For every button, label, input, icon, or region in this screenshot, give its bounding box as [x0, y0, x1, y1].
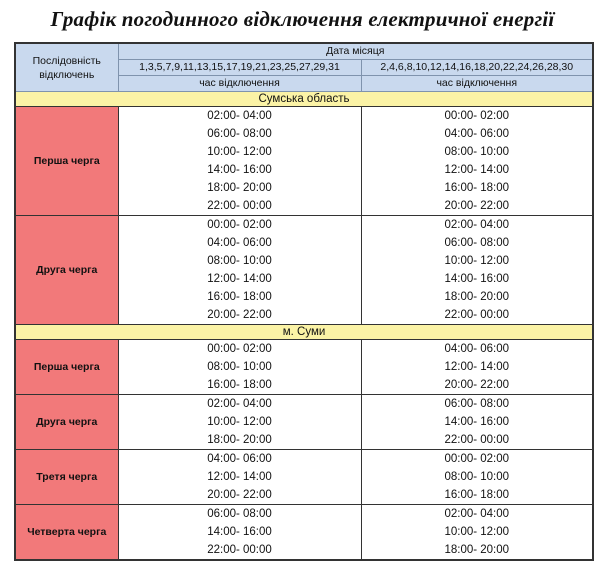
time-slot-odd: 08:00- 10:00: [118, 252, 361, 270]
region-row: [15, 92, 593, 107]
time-slot-even: 06:00- 08:00: [444, 237, 510, 249]
region-name: м. Суми: [15, 325, 593, 340]
time-slot-even: 04:00- 06:00: [444, 128, 510, 140]
region-row: [15, 325, 593, 340]
time-slot-even: 14:00- 16:00: [444, 416, 510, 428]
time-slot-odd: 16:00- 18:00: [118, 288, 361, 306]
time-slot-even: 20:00- 22:00: [361, 197, 593, 216]
time-slot-odd: 00:00- 02:00: [118, 216, 361, 235]
time-slot-odd: 04:00- 06:00: [118, 234, 361, 252]
time-slot-odd: 12:00- 14:00: [118, 270, 361, 288]
time-header-even: час відключення: [361, 76, 593, 92]
region-name: Сумська область: [15, 92, 593, 107]
time-slot-odd: 20:00- 22:00: [118, 486, 361, 505]
time-slot-odd: 06:00- 08:00: [118, 125, 361, 143]
time-slot-odd: 10:00- 12:00: [118, 143, 361, 161]
table-row: [15, 107, 593, 126]
queue-label: Друга черга: [15, 216, 118, 325]
time-slot-even: 18:00- 20:00: [361, 541, 593, 560]
time-slot-odd: 16:00- 18:00: [118, 376, 361, 395]
time-slot-even: 14:00- 16:00: [444, 273, 510, 285]
odd-days-header: 1,3,5,7,9,11,13,15,17,19,21,23,25,27,29,31: [118, 60, 361, 76]
time-slot-even: 02:00- 04:00: [444, 508, 510, 520]
outage-schedule-table: [14, 42, 594, 561]
time-slot-even: 16:00- 18:00: [361, 486, 593, 505]
time-slot-even: 20:00- 22:00: [361, 376, 593, 395]
time-slot-odd: 00:00- 02:00: [118, 340, 361, 359]
even-days-header: 2,4,6,8,10,12,14,16,18,20,22,24,26,28,30: [361, 60, 593, 76]
table-row: [15, 395, 593, 414]
queue-label: Друга черга: [15, 395, 118, 450]
queue-label: Четверта черга: [15, 505, 118, 561]
time-slot-odd: 12:00- 14:00: [118, 468, 361, 486]
time-slot-odd: 10:00- 12:00: [118, 413, 361, 431]
time-slot-even: 04:00- 06:00: [444, 343, 510, 355]
time-slot-odd: 04:00- 06:00: [118, 450, 361, 469]
queue-label: Перша черга: [15, 107, 118, 216]
table-row: [15, 505, 593, 524]
time-slot-odd: 22:00- 00:00: [118, 541, 361, 560]
time-slot-even: 22:00- 00:00: [361, 306, 593, 325]
schedule-body: [15, 92, 593, 561]
time-slot-even: 06:00- 08:00: [444, 398, 510, 410]
sequence-header: Послідовність відключень: [15, 43, 118, 92]
time-header-odd: час відключення: [118, 76, 361, 92]
time-slot-odd: 14:00- 16:00: [118, 161, 361, 179]
time-slot-even: 00:00- 02:00: [444, 453, 510, 465]
time-slot-odd: 14:00- 16:00: [118, 523, 361, 541]
time-slot-odd: 20:00- 22:00: [118, 306, 361, 325]
date-header: Дата місяця: [118, 43, 593, 60]
time-slot-even: 12:00- 14:00: [444, 361, 510, 373]
table-row: [15, 216, 593, 235]
time-slot-even: 08:00- 10:00: [444, 146, 510, 158]
table-row: [15, 340, 593, 359]
time-slot-even: 10:00- 12:00: [444, 255, 510, 267]
time-slot-odd: 02:00- 04:00: [118, 107, 361, 126]
time-slot-even: 00:00- 02:00: [444, 110, 510, 122]
time-slot-odd: 18:00- 20:00: [118, 179, 361, 197]
time-slot-even: 18:00- 20:00: [444, 291, 510, 303]
time-slot-even: 12:00- 14:00: [444, 164, 510, 176]
time-slot-odd: 22:00- 00:00: [118, 197, 361, 216]
page-title: Графік погодинного відключення електричної енергії: [50, 7, 555, 31]
time-slot-odd: 18:00- 20:00: [118, 431, 361, 450]
queue-label: Перша черга: [15, 340, 118, 395]
time-slot-even: 10:00- 12:00: [444, 526, 510, 538]
time-slot-even: 08:00- 10:00: [444, 471, 510, 483]
time-slot-even: 02:00- 04:00: [444, 219, 510, 231]
time-slot-odd: 08:00- 10:00: [118, 358, 361, 376]
time-slot-even: 22:00- 00:00: [361, 431, 593, 450]
time-slot-odd: 02:00- 04:00: [118, 395, 361, 414]
queue-label: Третя черга: [15, 450, 118, 505]
table-row: [15, 450, 593, 469]
time-slot-odd: 06:00- 08:00: [118, 505, 361, 524]
time-slot-even: 16:00- 18:00: [444, 182, 510, 194]
